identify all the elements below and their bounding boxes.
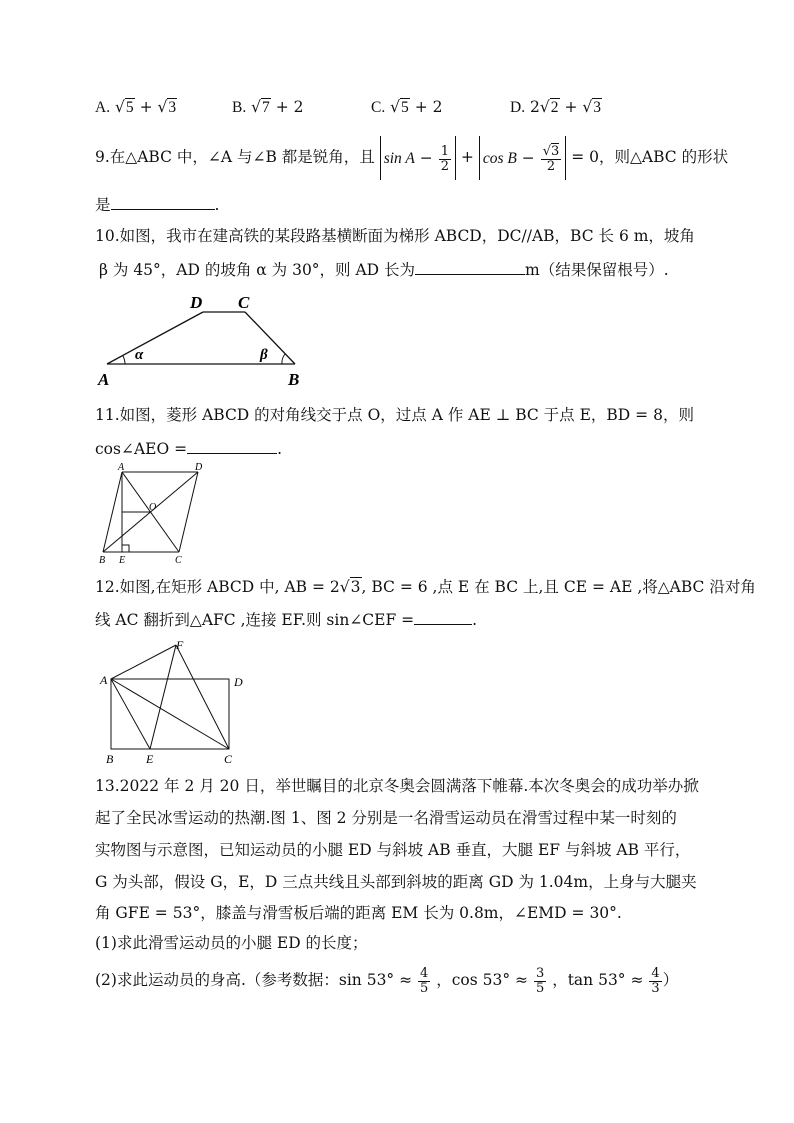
question-11: 11.如图，菱形 ABCD 的对角线交于点 O，过点 A 作 AE ⊥ BC 于点 E，BD = 8，则 — [95, 406, 694, 424]
side-ba — [103, 472, 122, 552]
question-13-line4: G 为头部，假设 G，E，D 三点共线且头部到斜坡的距离 GD 为 1.04m，上身与大腿夹 — [95, 873, 697, 891]
option-c: C. √5 + 2 — [371, 98, 443, 116]
label-e: E — [146, 752, 154, 766]
label-beta: β — [260, 347, 268, 363]
option-a: A. √5 + √3 — [95, 98, 177, 116]
label-f: F — [176, 638, 184, 652]
segment-ae — [111, 679, 150, 749]
segment-ef — [150, 645, 176, 749]
segment-af — [111, 645, 176, 679]
right-angle-mark — [122, 545, 129, 552]
question-12: 12.如图,在矩形 ABCD 中, AB = 2√3, BC = 6 ,点 E 在 BC 上,且 CE = AE ,将△ABC 沿对角 — [95, 578, 756, 596]
label-a: A — [118, 462, 125, 473]
label-e: E — [119, 555, 126, 566]
question-10-line2: β 为 45°，AD 的坡角 α 为 30°，则 AD 长为 m（结果保留根号）. — [95, 258, 669, 281]
question-13-line3: 实物图与示意图，已知运动员的小腿 ED 与斜坡 AB 垂直，大腿 EF 与斜坡 AB 平行， — [95, 841, 691, 859]
question-13-line5: 角 GFE = 53°，膝盖与滑雪板后端的距离 EM 长为 0.8m，∠EMD = 30°. — [95, 904, 622, 922]
rhombus-figure — [95, 460, 225, 570]
question-13-line1: 13.2022 年 2 月 20 日，举世瞩目的北京冬奥会圆满落下帷幕.本次冬奥会的成功举办掀 — [95, 777, 699, 795]
angle-alpha-arc — [123, 356, 125, 364]
answer-blank[interactable] — [414, 608, 472, 625]
side-ad — [107, 312, 203, 364]
question-10: 10.如图，我市在建高铁的某段路基横断面为梯形 ABCD，DC//AB，BC 长 6 m，坡角 — [95, 227, 695, 245]
label-b: B — [288, 370, 300, 389]
label-d: D — [195, 462, 203, 473]
rectangle-fold-figure — [95, 636, 265, 768]
abs-cos: cos B − $\frac{√3}{2}$ — [479, 136, 566, 180]
answer-blank[interactable] — [415, 258, 525, 275]
label-alpha: α — [135, 347, 144, 363]
question-12-line2: 线 AC 翻折到△AFC ,连接 EF.则 sin∠CEF = . — [95, 608, 477, 631]
label-d: D — [234, 675, 243, 689]
question-9: 9.在△ABC 中，∠A 与∠B 都是锐角，且 sin A − $\frac{1}{2}$ + cos B − $\frac{√3}{2}$ = 0，则△ABC 的形状 — [95, 136, 728, 180]
answer-blank[interactable] — [187, 437, 277, 454]
option-d: D. 2√2 + √3 — [510, 98, 602, 116]
label-o: O — [149, 502, 157, 513]
option-b: B. √7 + 2 — [232, 98, 304, 116]
question-11-line2: cos∠AEO = . — [95, 437, 282, 460]
label-b: B — [99, 555, 106, 566]
question-9-line2: 是 . — [95, 193, 219, 216]
hidden-helper — [111, 679, 171, 749]
question-13-sub2: (2)求此运动员的身高.（参考数据：sin 53° ≈ $\frac{4}{5}$ ，cos 53° ≈ $\frac{3}{5}$ ，tan 53° ≈ $\frac{4}{3}$ ） — [95, 965, 679, 996]
label-c: C — [238, 293, 250, 312]
side-dc — [179, 472, 198, 552]
label-a: A — [98, 370, 110, 389]
label-c: C — [224, 752, 233, 766]
question-13-sub1: (1)求此滑雪运动员的小腿 ED 的长度； — [95, 934, 368, 952]
answer-blank[interactable] — [111, 193, 215, 210]
angle-beta-arc — [282, 354, 285, 364]
trapezoid-figure — [95, 288, 315, 393]
abs-sin: sin A − $\frac{1}{2}$ — [380, 136, 456, 180]
label-d: D — [190, 293, 203, 312]
label-a: A — [100, 673, 108, 687]
side-bc — [245, 312, 295, 364]
label-b: B — [106, 752, 114, 766]
label-c: C — [175, 555, 182, 566]
question-13-line2: 起了全民冰雪运动的热潮.图 1、图 2 分别是一名滑雪运动员在滑雪过程中某一时刻的 — [95, 809, 677, 827]
